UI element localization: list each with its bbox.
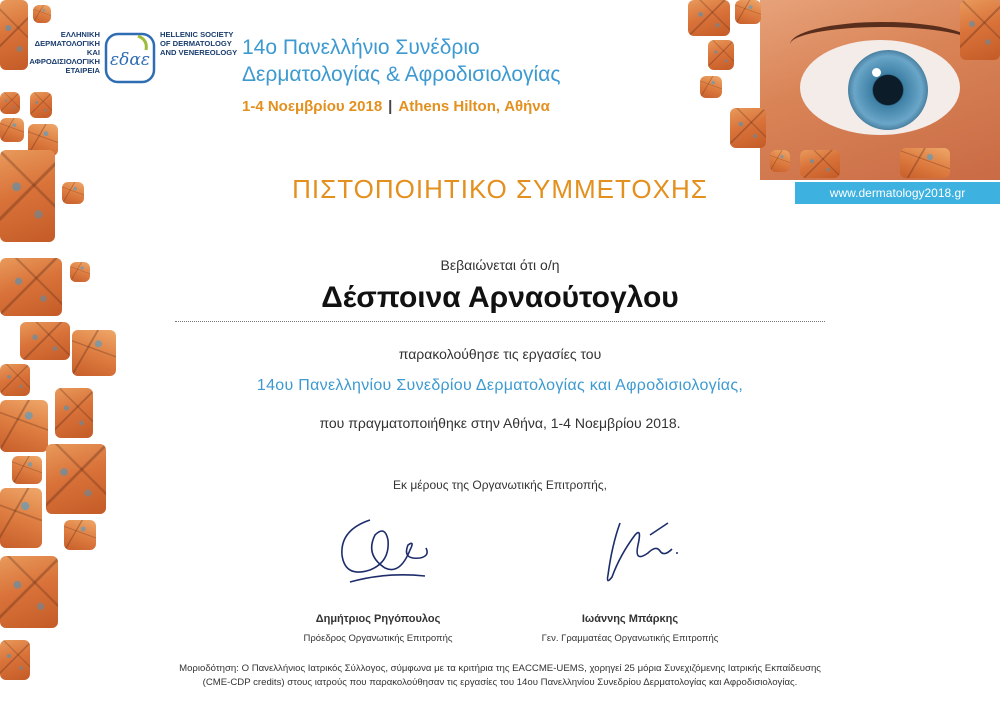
conference-title-line2: Δερματολογίας & Αφροδισιολογίας — [242, 63, 561, 86]
participant-name: Δέσποινα Αρναούτογλου — [175, 281, 825, 322]
congress-name: 14ου Πανελληνίου Συνεδρίου Δερματολογίας και Αφροδισιολογίας, — [256, 377, 744, 394]
signatory-secretary — [510, 613, 750, 644]
signatory-name: Δημήτριος Ρηγόπουλος — [315, 613, 441, 625]
decorative-tile — [30, 92, 52, 118]
signatory-president — [258, 613, 498, 644]
decorative-tile — [12, 456, 42, 484]
decorative-tile — [0, 364, 30, 396]
separator: | — [388, 98, 393, 115]
decorative-tile — [960, 0, 1000, 60]
cme-credits-note — [110, 662, 890, 690]
conference-title-line1: 14ο Πανελλήνιο Συνέδριο — [242, 36, 480, 59]
decorative-tile — [700, 76, 722, 98]
society-name-english: HELLENIC SOCIETY OF DERMATOLOGY AND VENEREOLOGY — [160, 30, 238, 57]
decorative-tile — [20, 322, 70, 360]
decorative-tile — [900, 148, 950, 178]
signatory-role: Πρόεδρος Οργανωτικής Επιτροπής — [303, 633, 453, 644]
certificate-title: ΠΙΣΤΟΠΟΙΗΤΙΚΟ ΣΥΜΜΕΤΟΧΗΣ — [292, 174, 708, 204]
decorative-tile — [688, 0, 730, 36]
decorative-tile — [0, 488, 42, 548]
decorative-tile — [55, 388, 93, 438]
decorative-tile — [0, 400, 48, 452]
signature-president — [330, 510, 440, 590]
decorative-tile — [0, 258, 62, 316]
signatory-name: Ιωάννης Μπάρκης — [581, 613, 679, 625]
conference-title — [242, 34, 662, 88]
held-text: που πραγματοποιήθηκε στην Αθήνα, 1-4 Νοεμβρίου 2018. — [319, 415, 681, 431]
decorative-tile — [708, 40, 734, 70]
footnote-line2: (CME-CDP credits) στους ιατρούς που παρακολούθησαν τις εργασίες του 14ου Πανελληνίου Συνεδρίου Δερματολογίας και Αφροδισιολογίας. — [202, 677, 798, 688]
decorative-tile — [0, 150, 55, 242]
decorative-tile — [62, 182, 84, 204]
decorative-tile — [46, 444, 106, 514]
society-name-greek: ΕΛΛΗΝΙΚΗ ΔΕΡΜΑΤΟΛΟΓΙΚΗ ΚΑΙ ΑΦΡΟΔΙΣΙΟΛΟΓΙΚΗ ΕΤΑΙΡΕΙΑ — [29, 30, 100, 75]
decorative-tile — [0, 556, 58, 628]
conference-venue: Athens Hilton, Αθήνα — [398, 98, 550, 115]
website-link[interactable]: www.dermatology2018.gr — [795, 182, 1000, 204]
confirm-text: Βεβαιώνεται ότι ο/η — [440, 257, 560, 273]
decorative-tile — [730, 108, 766, 148]
decorative-tile — [64, 520, 96, 550]
decorative-tile — [0, 92, 20, 114]
signatory-role: Γεν. Γραμματέας Οργανωτικής Επιτροπής — [541, 633, 719, 644]
decorative-tile — [33, 5, 51, 23]
decorative-tile — [0, 640, 30, 680]
decorative-tile — [735, 0, 761, 24]
footnote-line1: Μοριοδότηση: Ο Πανελλήνιος Ιατρικός Σύλλογος, σύμφωνα με τα κριτήρια της EACCME-UEMS, χορηγεί 25 μόρια Συνεχιζόμενης Ιατρικής Εκπαίδευσης — [179, 663, 821, 674]
attended-text: παρακολούθησε τις εργασίες του — [398, 346, 602, 362]
signature-secretary — [590, 515, 690, 590]
decorative-tile — [72, 330, 116, 376]
decorative-tile — [770, 150, 790, 172]
on-behalf-text: Εκ μέρους της Οργανωτικής Επιτροπής, — [393, 478, 607, 492]
conference-date-venue — [242, 98, 550, 115]
decorative-tile — [70, 262, 90, 282]
eye-iris — [848, 50, 928, 130]
conference-dates: 1-4 Νοεμβρίου 2018 — [242, 98, 383, 115]
society-logo — [104, 32, 156, 84]
svg-text:εδαε: εδαε — [110, 50, 150, 70]
decorative-tile — [0, 118, 24, 142]
eye-glint — [872, 68, 881, 77]
